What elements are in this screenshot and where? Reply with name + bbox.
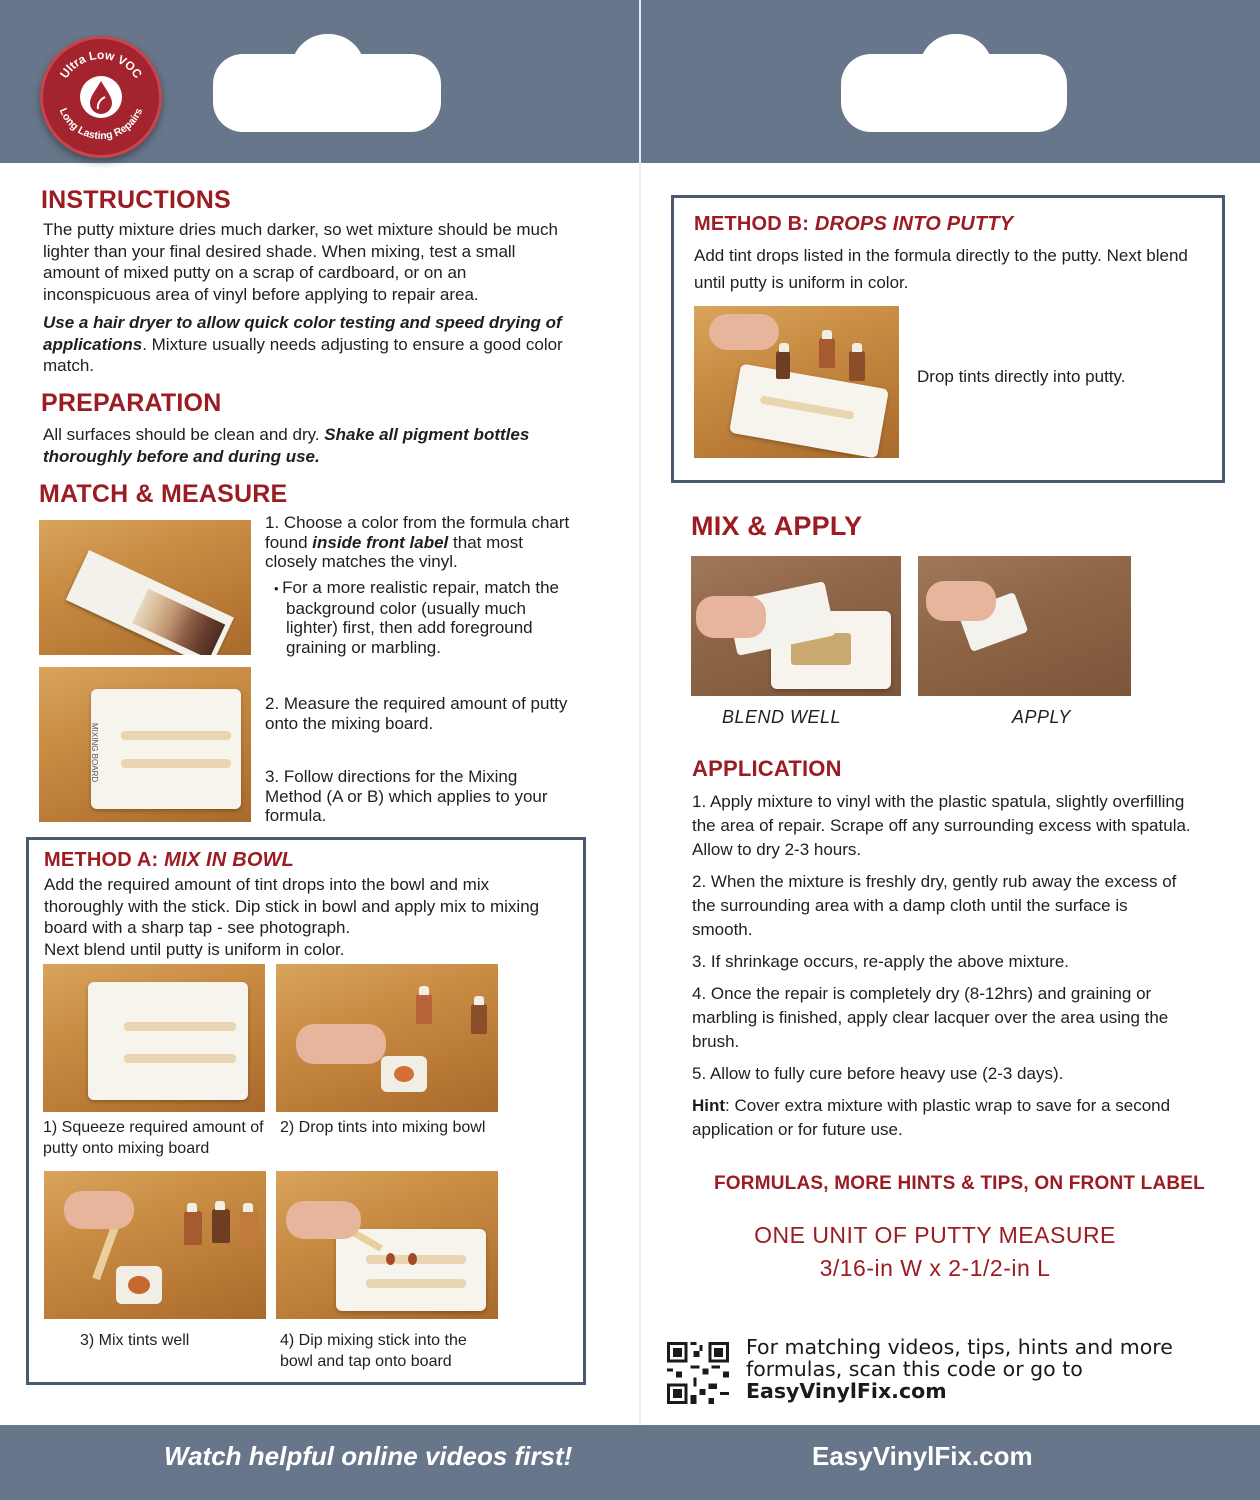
apply-photo	[918, 556, 1131, 696]
putty-strip-1	[121, 731, 231, 740]
apply-caption: APPLY	[1012, 707, 1071, 727]
method-a-photo-2	[276, 964, 498, 1112]
method-a-prefix: METHOD A:	[44, 849, 165, 871]
mixing-board-card	[91, 689, 241, 809]
preparation-heading: PREPARATION	[41, 389, 222, 417]
match-measure-heading: MATCH & MEASURE	[39, 480, 288, 508]
step1-front-label: inside front label	[312, 532, 449, 552]
tint-dot	[386, 1253, 395, 1265]
mixing-bowl	[116, 1266, 162, 1304]
tint-bottle	[240, 1211, 258, 1245]
method-a-caption-2: 2) Drop tints into mixing bowl	[280, 1119, 486, 1136]
application-steps	[692, 790, 1192, 1150]
method-b-text: Add tint drops listed in the formula directly to the putty. Next blend until putty is uniform in color.	[694, 246, 1188, 292]
match-step-3: 3. Follow directions for the Mixing Method (A or B) which applies to your formula.	[265, 767, 548, 825]
formulas-note: FORMULAS, MORE HINTS & TIPS, ON FRONT LABEL	[714, 1173, 1205, 1194]
instructions-heading: INSTRUCTIONS	[41, 186, 231, 214]
match-step-1	[265, 513, 575, 572]
method-a-text-1: Add the required amount of tint drops into the bowl and mix thoroughly with the stick. Dip stick in bowl and apply mix to mixing board with a sharp tap - see photograph.	[44, 875, 540, 937]
putty-strip	[124, 1054, 236, 1063]
hand	[286, 1201, 361, 1239]
match-step-2: 2. Measure the required amount of putty onto the mixing board.	[265, 694, 568, 733]
tint-in-bowl	[394, 1066, 414, 1082]
application-heading: APPLICATION	[692, 756, 842, 781]
hand	[926, 581, 996, 621]
instructions-text-2: . Mixture usually needs adjusting to ensure a good color match.	[43, 334, 563, 375]
match-bullet-text: For a more realistic repair, match the background color (usually much lighter) first, then add foreground graining or marbling.	[282, 578, 559, 657]
tint-bottle	[776, 351, 790, 379]
method-b-prefix: METHOD B:	[694, 213, 815, 235]
unit-measure-line2: 3/16-in W x 2-1/2-in L	[819, 1255, 1051, 1281]
blend-well-caption: BLEND WELL	[722, 707, 842, 727]
mixing-board-photo	[39, 667, 251, 822]
bullet-dot: •	[274, 581, 283, 596]
step1-text-a: 1. Choose a color from the formula chart found	[265, 513, 570, 552]
application-step-4: 4. Once the repair is completely dry (8-12hrs) and graining or marbling is finished, apply clear lacquer over the area using the brush.	[692, 984, 1169, 1051]
tint-bottle	[184, 1211, 202, 1245]
method-a-photo-4	[276, 1171, 498, 1319]
putty-strip	[366, 1279, 466, 1288]
method-a-heading	[44, 849, 294, 872]
putty-strip-2	[121, 759, 231, 768]
unit-measure	[700, 1219, 1170, 1285]
application-step-5: 5. Allow to fully cure before heavy use (2-3 days).	[692, 1064, 1064, 1083]
method-a-box	[26, 837, 586, 1385]
hang-hole-left	[213, 54, 441, 132]
hair-dryer-tip: Use a hair dryer to allow quick color testing and speed drying of applications	[43, 313, 562, 354]
ultra-low-voc-badge	[40, 36, 162, 158]
instructions-text-1: The putty mixture dries much darker, so wet mixture should be much lighter than your final desired shade. When mixing, test a small amount of mixed putty on a scrap of cardboard, or on an inconspicuous area of vinyl before applying to repair area.	[43, 220, 558, 304]
instructions-paragraph-1	[43, 219, 573, 305]
hand	[696, 596, 766, 638]
application-step-2: 2. When the mixture is freshly dry, gently rub away the excess of the surrounding area with a damp cloth until the surface is smooth.	[692, 872, 1177, 939]
tint-bottle	[849, 351, 865, 381]
hint-label: Hint	[692, 1096, 726, 1115]
method-b-box	[671, 195, 1225, 483]
tint-bottle	[471, 1004, 487, 1034]
badge-line1: Ultra Low VOC	[57, 47, 145, 81]
application-step-1: 1. Apply mixture to vinyl with the plastic spatula, slightly overfilling the area of repair. Scrape off any surrounding excess with spatula. Allow to dry 2-3 hours.	[692, 792, 1191, 859]
method-b-title: DROPS INTO PUTTY	[814, 213, 1014, 235]
tint-in-bowl	[128, 1276, 150, 1294]
blend-well-photo	[691, 556, 901, 696]
tint-bottle	[416, 994, 432, 1024]
method-a-photo-1	[43, 964, 265, 1112]
preparation-shake-note: Shake all pigment bottles thoroughly before and during use.	[43, 425, 530, 466]
unit-measure-line1: ONE UNIT OF PUTTY MEASURE	[754, 1222, 1116, 1248]
qr-text-url[interactable]: EasyVinylFix.com	[746, 1379, 947, 1403]
formula-chart-photo	[39, 520, 251, 655]
tint-dot	[408, 1253, 417, 1265]
preparation-text-plain: All surfaces should be clean and dry.	[43, 425, 325, 444]
hand	[709, 314, 779, 350]
hang-hole-right	[841, 54, 1067, 132]
mixing-bowl	[381, 1056, 427, 1092]
tint-bottle	[212, 1209, 230, 1243]
method-b-photo-caption: Drop tints directly into putty.	[917, 367, 1126, 386]
method-a-text-2: Next blend until putty is uniform in color.	[44, 940, 345, 959]
method-b-photo	[694, 306, 899, 458]
color-swatches	[132, 589, 225, 655]
footer-url[interactable]: EasyVinylFix.com	[812, 1441, 1033, 1471]
mixing-board-card	[336, 1229, 486, 1311]
badge-line2: Long Lasting Repairs	[56, 106, 146, 143]
preparation-text	[43, 424, 573, 467]
mixing-board-label: MIXING BOARD	[90, 723, 99, 783]
qr-text-line1: For matching videos, tips, hints and more	[746, 1335, 1173, 1359]
formula-chart-strip	[66, 550, 234, 655]
tint-bottle	[819, 338, 835, 368]
application-hint	[692, 1094, 1192, 1142]
putty-strip	[760, 395, 855, 419]
instructions-paragraph-2	[43, 312, 573, 377]
center-fold-line	[639, 0, 641, 1500]
method-a-caption-3: 3) Mix tints well	[80, 1332, 190, 1349]
method-a-title: MIX IN BOWL	[164, 849, 295, 871]
hint-text: : Cover extra mixture with plastic wrap to save for a second application or for future use.	[692, 1096, 1171, 1139]
mix-apply-heading: MIX & APPLY	[691, 511, 863, 541]
mixing-board-card	[88, 982, 248, 1100]
hand	[64, 1191, 134, 1229]
application-step-3: 3. If shrinkage occurs, re-apply the above mixture.	[692, 952, 1070, 971]
hand	[296, 1024, 386, 1064]
method-a-photo-3	[44, 1171, 266, 1319]
step1-text-b: that most closely matches the vinyl.	[265, 532, 523, 571]
qr-text-line2: formulas, scan this code or go to	[746, 1357, 1083, 1381]
method-a-caption-4: 4) Dip mixing stick into the bowl and tap onto board	[280, 1332, 467, 1370]
top-band	[0, 0, 1260, 163]
footer-videos-text: Watch helpful online videos first!	[164, 1441, 573, 1471]
method-a-caption-1: 1) Squeeze required amount of putty onto mixing board	[43, 1119, 264, 1157]
qr-code[interactable]	[667, 1342, 729, 1404]
putty-strip	[124, 1022, 236, 1031]
qr-text	[746, 1336, 1173, 1402]
match-bullet	[262, 578, 574, 657]
method-b-heading	[694, 213, 1013, 236]
